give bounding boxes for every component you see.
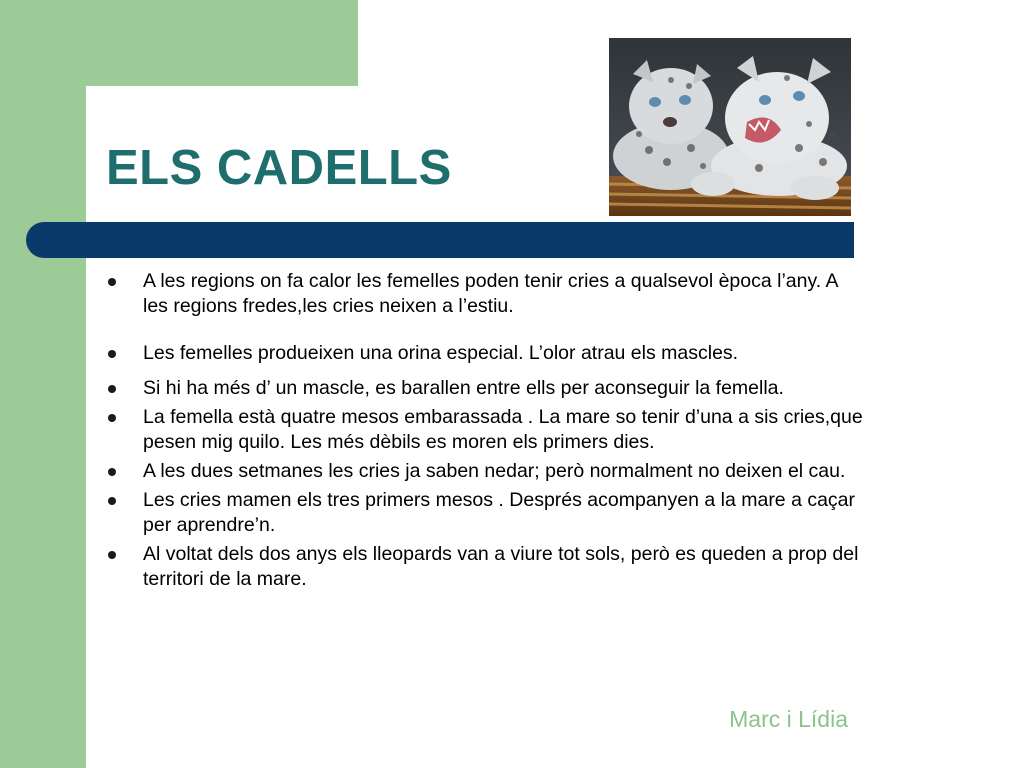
list-item — [106, 269, 866, 319]
bullet-list — [106, 269, 866, 592]
bullet-text: A les regions on fa calor les femelles poden tenir cries a qualsevol època l’any. A les regions fredes,les cries neixen a l’estiu. — [143, 270, 838, 317]
snow-leopard-cubs-photo — [609, 38, 851, 216]
bullet-text: Si hi ha més d’ un mascle, es barallen entre ells per aconseguir la femella. — [143, 377, 784, 399]
bullet-icon — [108, 551, 116, 559]
list-item — [106, 459, 866, 484]
bullet-text: Les femelles produeixen una orina especial. L’olor atrau els mascles. — [143, 342, 739, 364]
bullet-icon — [108, 468, 116, 476]
author-credit: Marc i Lídia — [729, 706, 848, 732]
cubs-illustration — [609, 38, 851, 216]
list-item — [106, 376, 866, 401]
bullet-icon — [108, 385, 116, 393]
bullet-text: La femella està quatre mesos embarassada . La mare so tenir d’una a sis cries,que pesen mig quilo. Les més dèbils es moren els primers dies. — [143, 406, 863, 453]
bullet-icon — [108, 497, 116, 505]
slide-title: ELS CADELLS — [106, 141, 452, 195]
bullet-text: Al voltat dels dos anys els lleopards van a viure tot sols, però es queden a prop del territori de la mare. — [143, 543, 859, 590]
left-green-band — [0, 0, 86, 768]
list-item — [106, 341, 866, 366]
bullet-icon — [108, 350, 116, 358]
bullet-text: Les cries mamen els tres primers mesos . Després acompanyen a la mare a caçar per aprendre’n. — [143, 489, 856, 536]
bullet-icon — [108, 414, 116, 422]
bullet-text: A les dues setmanes les cries ja saben nedar; però normalment no deixen el cau. — [143, 460, 846, 482]
list-item — [106, 542, 866, 592]
title-divider-bar — [26, 222, 854, 258]
list-item — [106, 405, 866, 455]
list-item — [106, 488, 866, 538]
top-green-band — [0, 0, 358, 86]
bullet-icon — [108, 278, 116, 286]
